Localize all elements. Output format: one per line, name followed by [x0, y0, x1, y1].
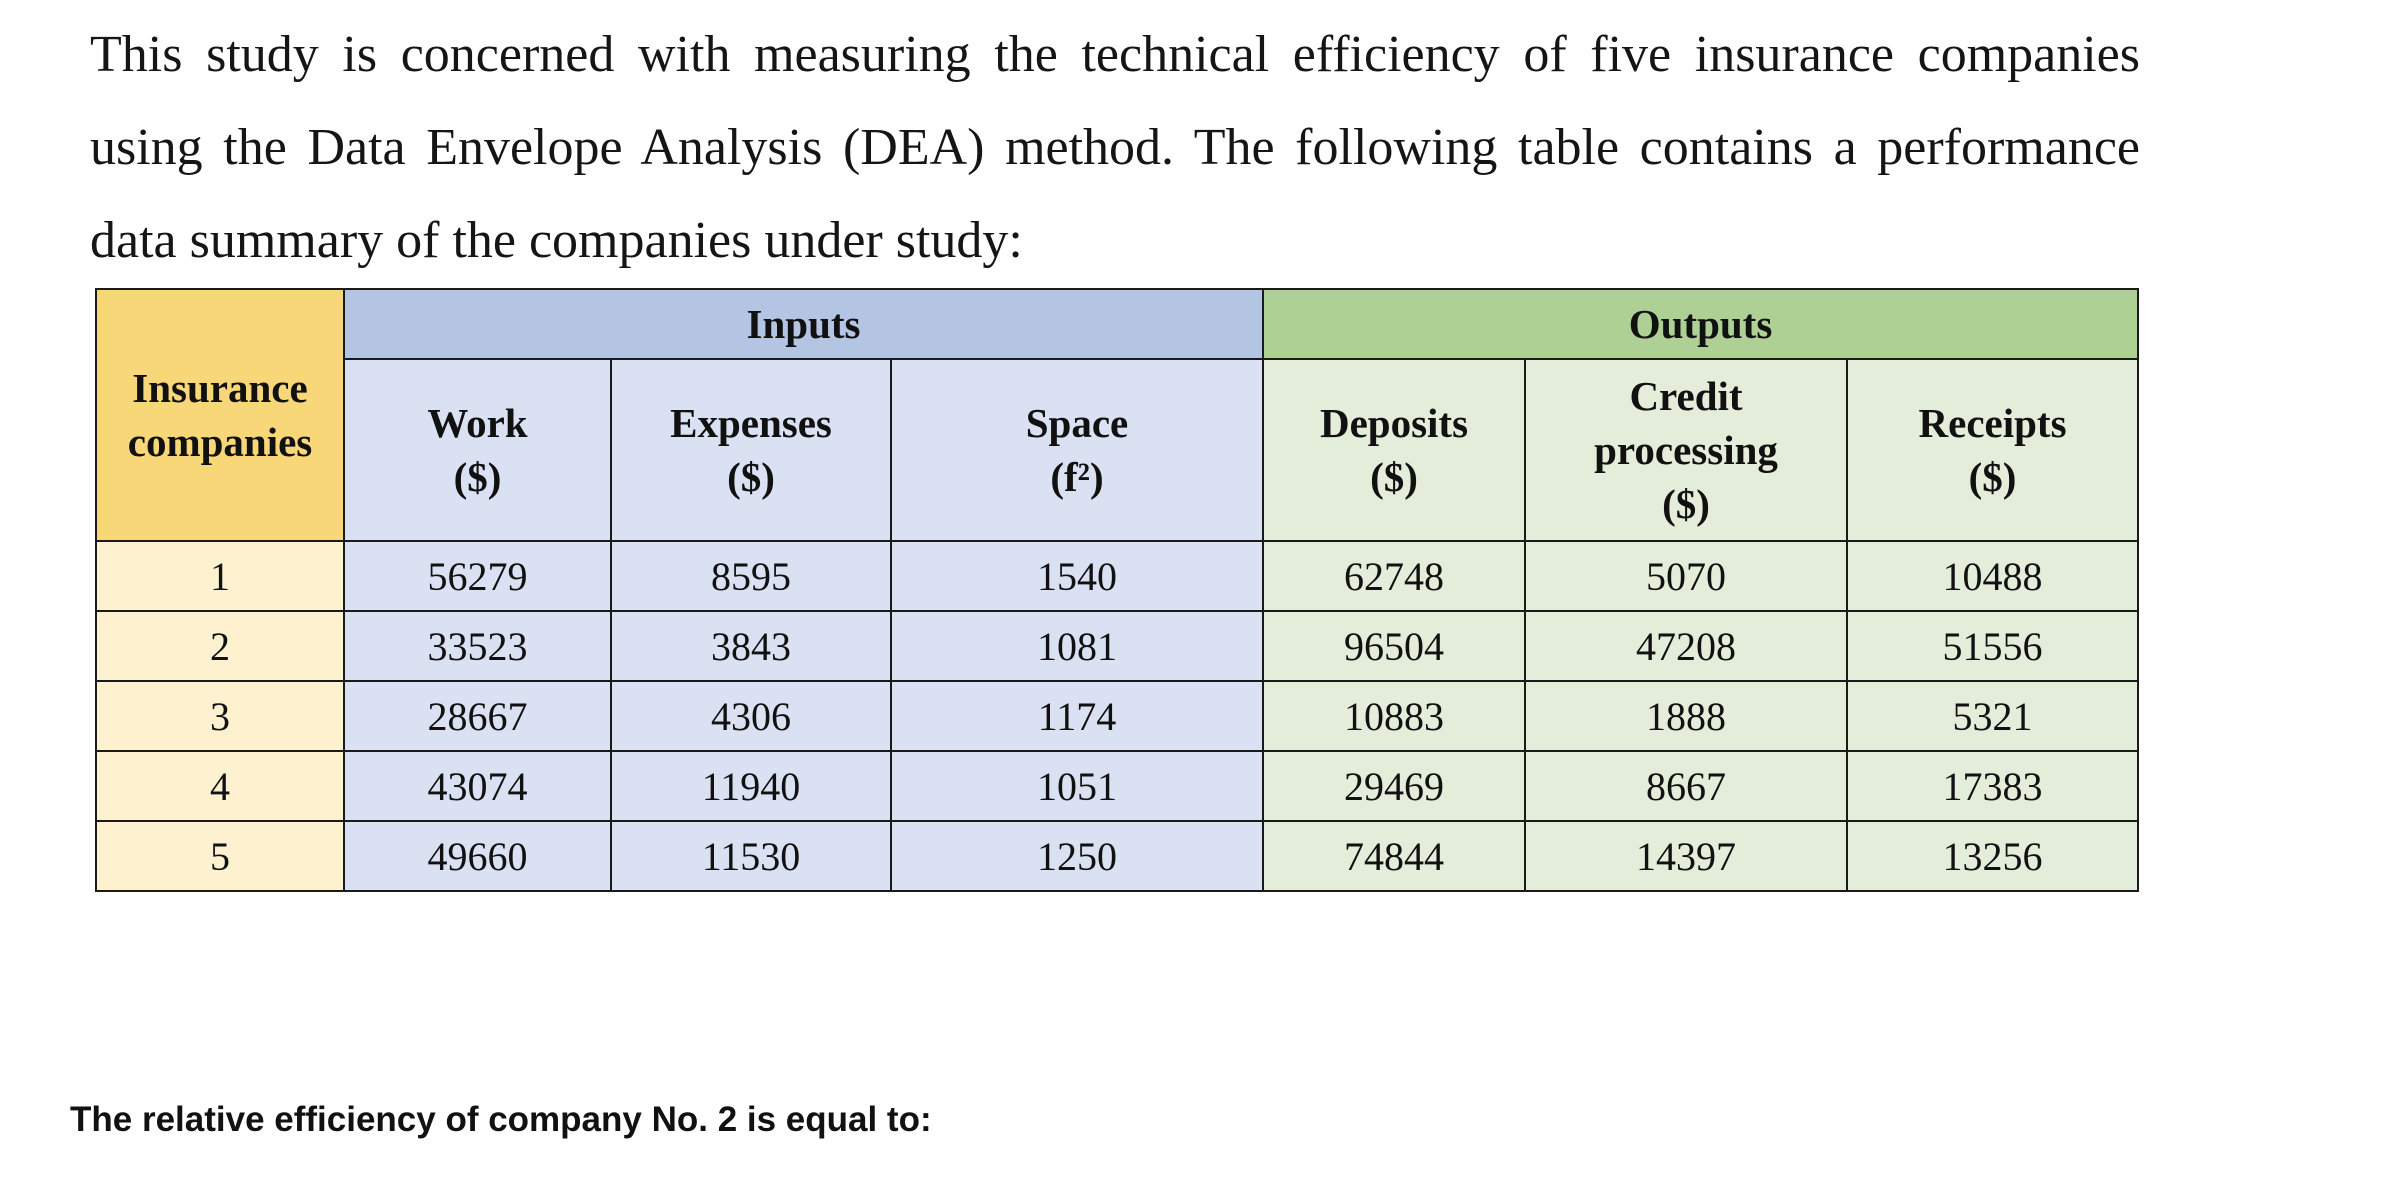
receipts-cell: 5321 — [1847, 681, 2138, 751]
credit-column-name: Credit processing — [1594, 373, 1778, 473]
work-cell: 28667 — [344, 681, 611, 751]
company-cell: 3 — [96, 681, 344, 751]
company-cell: 4 — [96, 751, 344, 821]
credit-cell: 8667 — [1525, 751, 1847, 821]
table-row — [96, 541, 2138, 611]
space-column-header — [891, 359, 1263, 541]
work-column-name: Work — [427, 400, 528, 446]
company-cell: 5 — [96, 821, 344, 891]
inputs-group-header: Inputs — [344, 289, 1263, 359]
space-cell: 1081 — [891, 611, 1263, 681]
group-header-row — [96, 289, 2138, 359]
expenses-column-name: Expenses — [670, 400, 832, 446]
expenses-column-unit: ($) — [727, 454, 775, 500]
work-cell: 43074 — [344, 751, 611, 821]
deposits-column-name: Deposits — [1319, 400, 1469, 446]
performance-table — [95, 288, 2139, 892]
expenses-cell: 8595 — [611, 541, 891, 611]
intro-line-1: This study is concerned with measuring the technical efficiency of five insurance companies — [90, 26, 2140, 83]
space-cell: 1051 — [891, 751, 1263, 821]
company-column-header: Insurance companies — [96, 289, 344, 541]
credit-cell: 14397 — [1525, 821, 1847, 891]
table-row — [96, 821, 2138, 891]
expenses-column-header — [611, 359, 891, 541]
receipts-column-header — [1847, 359, 2138, 541]
intro-line-3: data summary of the companies under study: — [90, 212, 1023, 269]
expenses-cell: 11530 — [611, 821, 891, 891]
work-cell: 33523 — [344, 611, 611, 681]
deposits-cell: 96504 — [1263, 611, 1525, 681]
work-cell: 56279 — [344, 541, 611, 611]
space-cell: 1174 — [891, 681, 1263, 751]
work-cell: 49660 — [344, 821, 611, 891]
credit-cell: 5070 — [1525, 541, 1847, 611]
company-cell: 2 — [96, 611, 344, 681]
space-column-unit: (f²) — [1050, 454, 1104, 500]
receipts-cell: 10488 — [1847, 541, 2138, 611]
credit-cell: 1888 — [1525, 681, 1847, 751]
outputs-group-header: Outputs — [1263, 289, 2138, 359]
deposits-column-header — [1263, 359, 1525, 541]
table-row — [96, 751, 2138, 821]
space-cell: 1250 — [891, 821, 1263, 891]
credit-cell: 47208 — [1525, 611, 1847, 681]
receipts-cell: 17383 — [1847, 751, 2138, 821]
deposits-column-unit: ($) — [1370, 454, 1418, 500]
table-row — [96, 681, 2138, 751]
receipts-column-unit: ($) — [1968, 454, 2017, 500]
work-column-header — [344, 359, 611, 541]
deposits-cell: 10883 — [1263, 681, 1525, 751]
deposits-cell: 29469 — [1263, 751, 1525, 821]
space-column-name: Space — [1025, 400, 1129, 446]
deposits-cell: 74844 — [1263, 821, 1525, 891]
work-column-unit: ($) — [453, 454, 502, 500]
expenses-cell: 4306 — [611, 681, 891, 751]
space-cell: 1540 — [891, 541, 1263, 611]
credit-column-header — [1525, 359, 1847, 541]
credit-column-unit: ($) — [1662, 481, 1710, 527]
column-header-row — [96, 359, 2138, 541]
deposits-cell: 62748 — [1263, 541, 1525, 611]
intro-line-2: using the Data Envelope Analysis (DEA) method. The following table contains a performance — [90, 119, 2140, 176]
intro-paragraph — [90, 8, 2140, 287]
expenses-cell: 3843 — [611, 611, 891, 681]
receipts-cell: 13256 — [1847, 821, 2138, 891]
receipts-column-name: Receipts — [1918, 400, 2067, 446]
table-row — [96, 611, 2138, 681]
company-cell: 1 — [96, 541, 344, 611]
expenses-cell: 11940 — [611, 751, 891, 821]
receipts-cell: 51556 — [1847, 611, 2138, 681]
question-text: The relative efficiency of company No. 2 is equal to: — [70, 1100, 932, 1139]
